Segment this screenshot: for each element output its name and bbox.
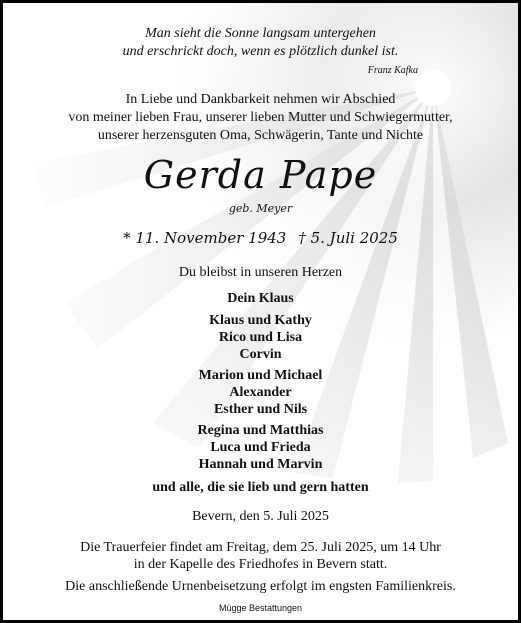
mourner: Regina und Matthias <box>197 423 324 438</box>
mourner: Marion und Michael <box>198 368 323 383</box>
funeral-home: Mügge Bestattungen <box>218 603 303 613</box>
place-date: Bevern, den 5. Juli 2025 <box>192 509 329 524</box>
mourner: Klaus und Kathy <box>209 313 312 328</box>
mourner: Hannah und Marvin <box>198 457 323 472</box>
mourner: Corvin <box>239 347 282 362</box>
quote-line-1: Man sieht die Sonne langsam untergehen <box>145 26 376 41</box>
mourner: Esther und Nils <box>213 402 308 417</box>
intro-line-3: unserer herzensguten Oma, Schwägerin, Tante und Nichte <box>97 128 424 143</box>
mourner: Alexander <box>229 385 292 400</box>
closing-mourners: und alle, die sie lieb und gern hatten <box>152 480 369 495</box>
obituary-text <box>3 3 518 620</box>
service-line-2: in der Kapelle des Friedhofes in Bevern statt. <box>133 557 388 572</box>
mourner: Dein Klaus <box>227 291 294 306</box>
mourner: Rico und Lisa <box>218 330 303 345</box>
life-dates <box>3 229 518 247</box>
maiden-name: geb. Meyer <box>228 202 293 215</box>
intro-line-1: In Liebe und Dankbarkeit nehmen wir Abschied <box>125 92 396 107</box>
mourner: Luca und Frieda <box>210 440 311 455</box>
sentiment: Du bleibst in unseren Herzen <box>178 265 343 280</box>
service-line-1: Die Trauerfeier findet am Freitag, dem 25. Juli 2025, um 14 Uhr <box>80 540 441 555</box>
quote-author: Franz Kafka <box>367 65 418 76</box>
death-date: † 5. Juli 2025 <box>298 229 398 247</box>
birth-date: * 11. November 1943 <box>123 229 287 247</box>
service-line-3: Die anschließende Urnenbeisetzung erfolgt im engsten Familienkreis. <box>65 579 456 594</box>
intro-line-2: von meiner lieben Frau, unserer lieben Mutter und Schwiegermutter, <box>68 110 453 125</box>
quote-line-2: und erschrickt doch, wenn es plötzlich dunkel ist. <box>122 44 399 59</box>
deceased-name: Gerda Pape <box>143 153 378 197</box>
